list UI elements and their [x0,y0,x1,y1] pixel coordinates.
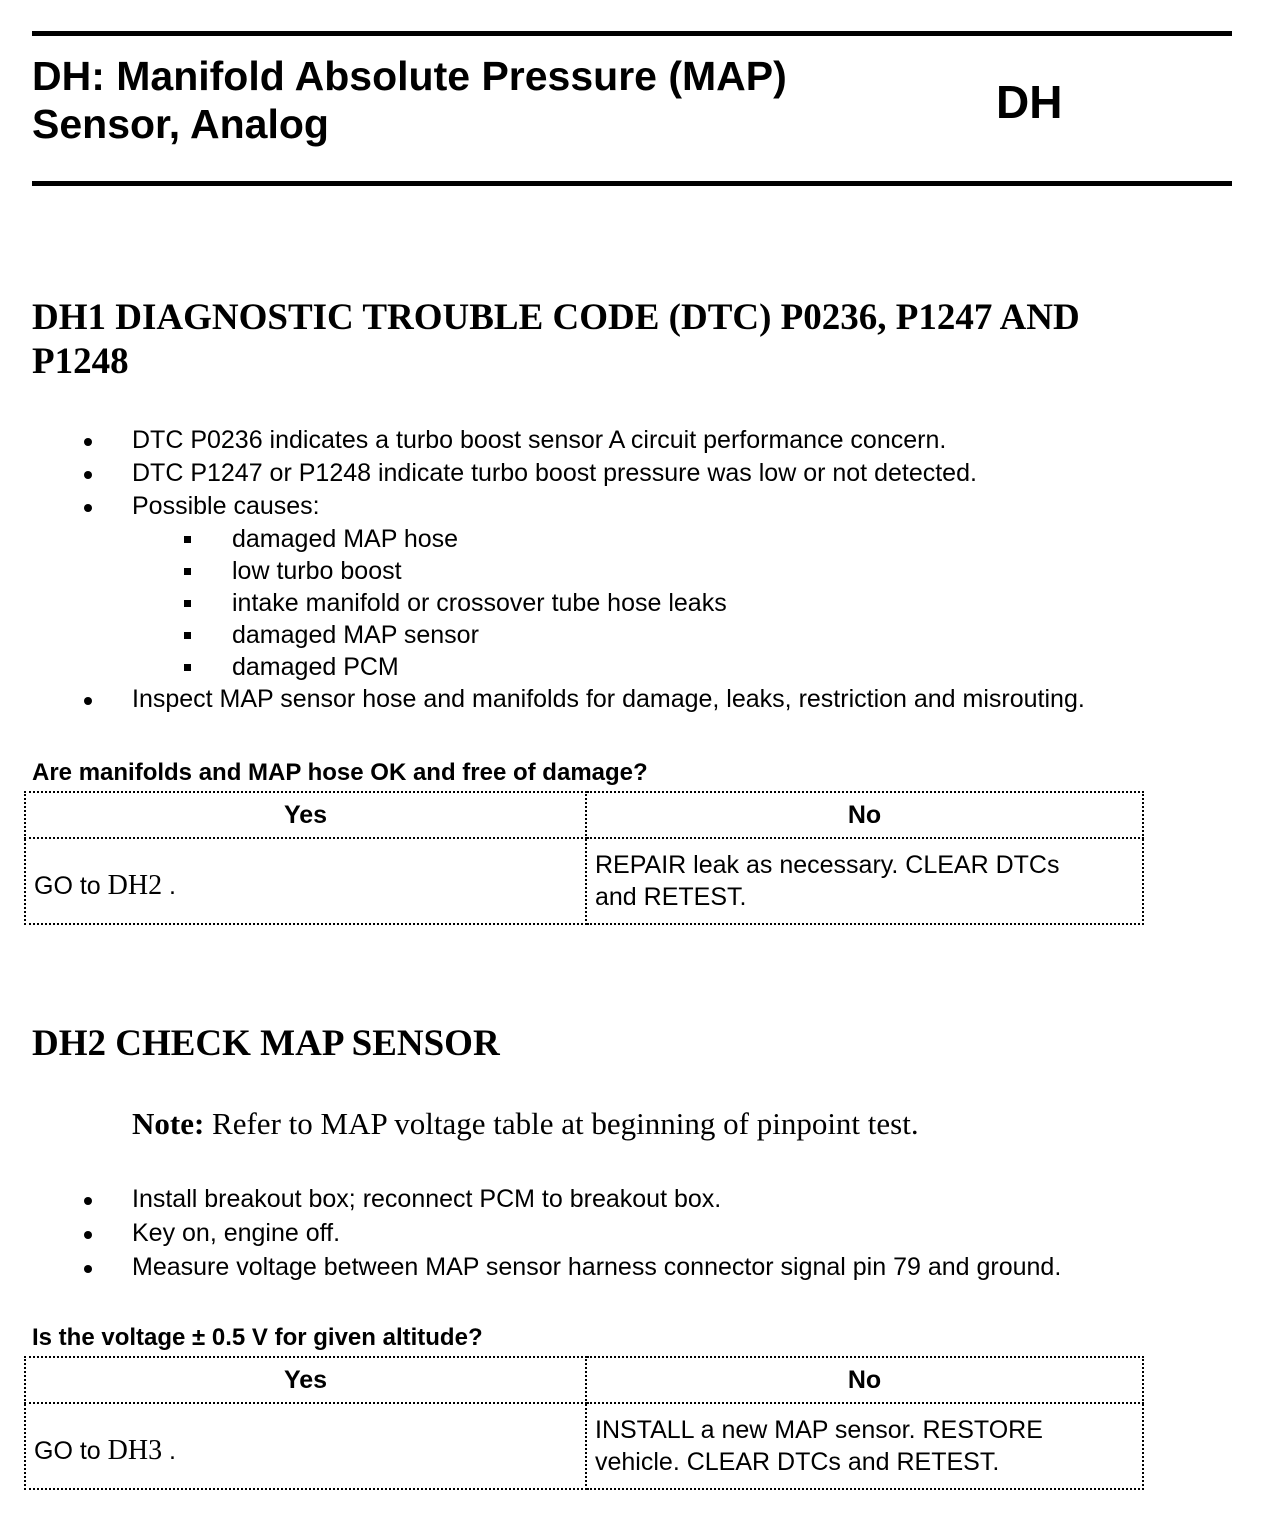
square-bullet-icon [184,632,191,639]
dh2-heading: DH2 CHECK MAP SENSOR [32,1023,500,1064]
yes-column-header: Yes [25,1357,586,1403]
list-item: Key on, engine off. [0,1217,1280,1251]
square-bullet-icon [184,568,191,575]
yes-cell: GO to DH3 . [25,1403,586,1489]
bullet-icon [84,438,92,446]
dh1-question: Are manifolds and MAP hose OK and free of damage? [32,759,648,786]
note-label: Note: [132,1106,205,1141]
dh1-heading-line1: DH1 DIAGNOSTIC TROUBLE CODE (DTC) P0236, P1247 AND [32,297,1080,338]
list-item: DTC P0236 indicates a turbo boost sensor A circuit performance concern. [0,424,1280,457]
no-cell: REPAIR leak as necessary. CLEAR DTCs and RETEST. [586,838,1143,924]
square-bullet-icon [184,664,191,671]
sub-list-item: damaged MAP hose [0,523,1280,555]
sub-list-item: damaged MAP sensor [0,619,1280,651]
square-bullet-icon [184,536,191,543]
list-item: Inspect MAP sensor hose and manifolds for damage, leaks, restriction and misrouting. [0,683,1280,716]
note-text: Refer to MAP voltage table at beginning of pinpoint test. [204,1106,919,1141]
page-title-line1: DH: Manifold Absolute Pressure (MAP) [32,53,787,99]
bullet-icon [84,697,92,705]
dh2-note [132,1104,919,1144]
table-header-row [25,1357,1143,1403]
bullet-icon [84,1197,92,1205]
list-item: Install breakout box; reconnect PCM to breakout box. [0,1183,1280,1217]
table-row [25,1403,1143,1489]
dh2-bullet-list [0,1183,1280,1285]
square-bullet-icon [184,600,191,607]
table-header-row [25,792,1143,838]
dh2-question: Is the voltage ± 0.5 V for given altitude? [32,1324,483,1351]
yes-column-header: Yes [25,792,586,838]
sub-list-item: intake manifold or crossover tube hose leaks [0,587,1280,619]
dh3-link[interactable]: DH3 [107,1435,163,1466]
sub-list-item: low turbo boost [0,555,1280,587]
page-title-line2: Sensor, Analog [32,101,329,147]
list-item: Possible causes: [0,490,1280,523]
header-bottom-rule [32,181,1232,186]
list-item: Measure voltage between MAP sensor harness connector signal pin 79 and ground. [0,1251,1280,1285]
dh1-heading [32,296,1080,384]
list-item: DTC P1247 or P1248 indicate turbo boost pressure was low or not detected. [0,457,1280,490]
yes-cell: GO to DH2 . [25,838,586,924]
dh1-bullet-list [0,424,1280,716]
dh1-heading-line2: P1248 [32,341,129,382]
dh2-link[interactable]: DH2 [107,870,163,901]
page-title [32,52,787,148]
no-column-header: No [586,1357,1143,1403]
bullet-icon [84,1265,92,1273]
sub-list-item: damaged PCM [0,651,1280,683]
no-cell: INSTALL a new MAP sensor. RESTORE vehicle. CLEAR DTCs and RETEST. [586,1403,1143,1489]
dh2-answer-table [24,1356,1144,1490]
dh1-answer-table [24,791,1144,925]
table-row [25,838,1143,924]
top-rule [32,31,1232,36]
bullet-icon [84,1231,92,1239]
bullet-icon [84,504,92,512]
section-code: DH [996,76,1063,128]
no-column-header: No [586,792,1143,838]
bullet-icon [84,471,92,479]
